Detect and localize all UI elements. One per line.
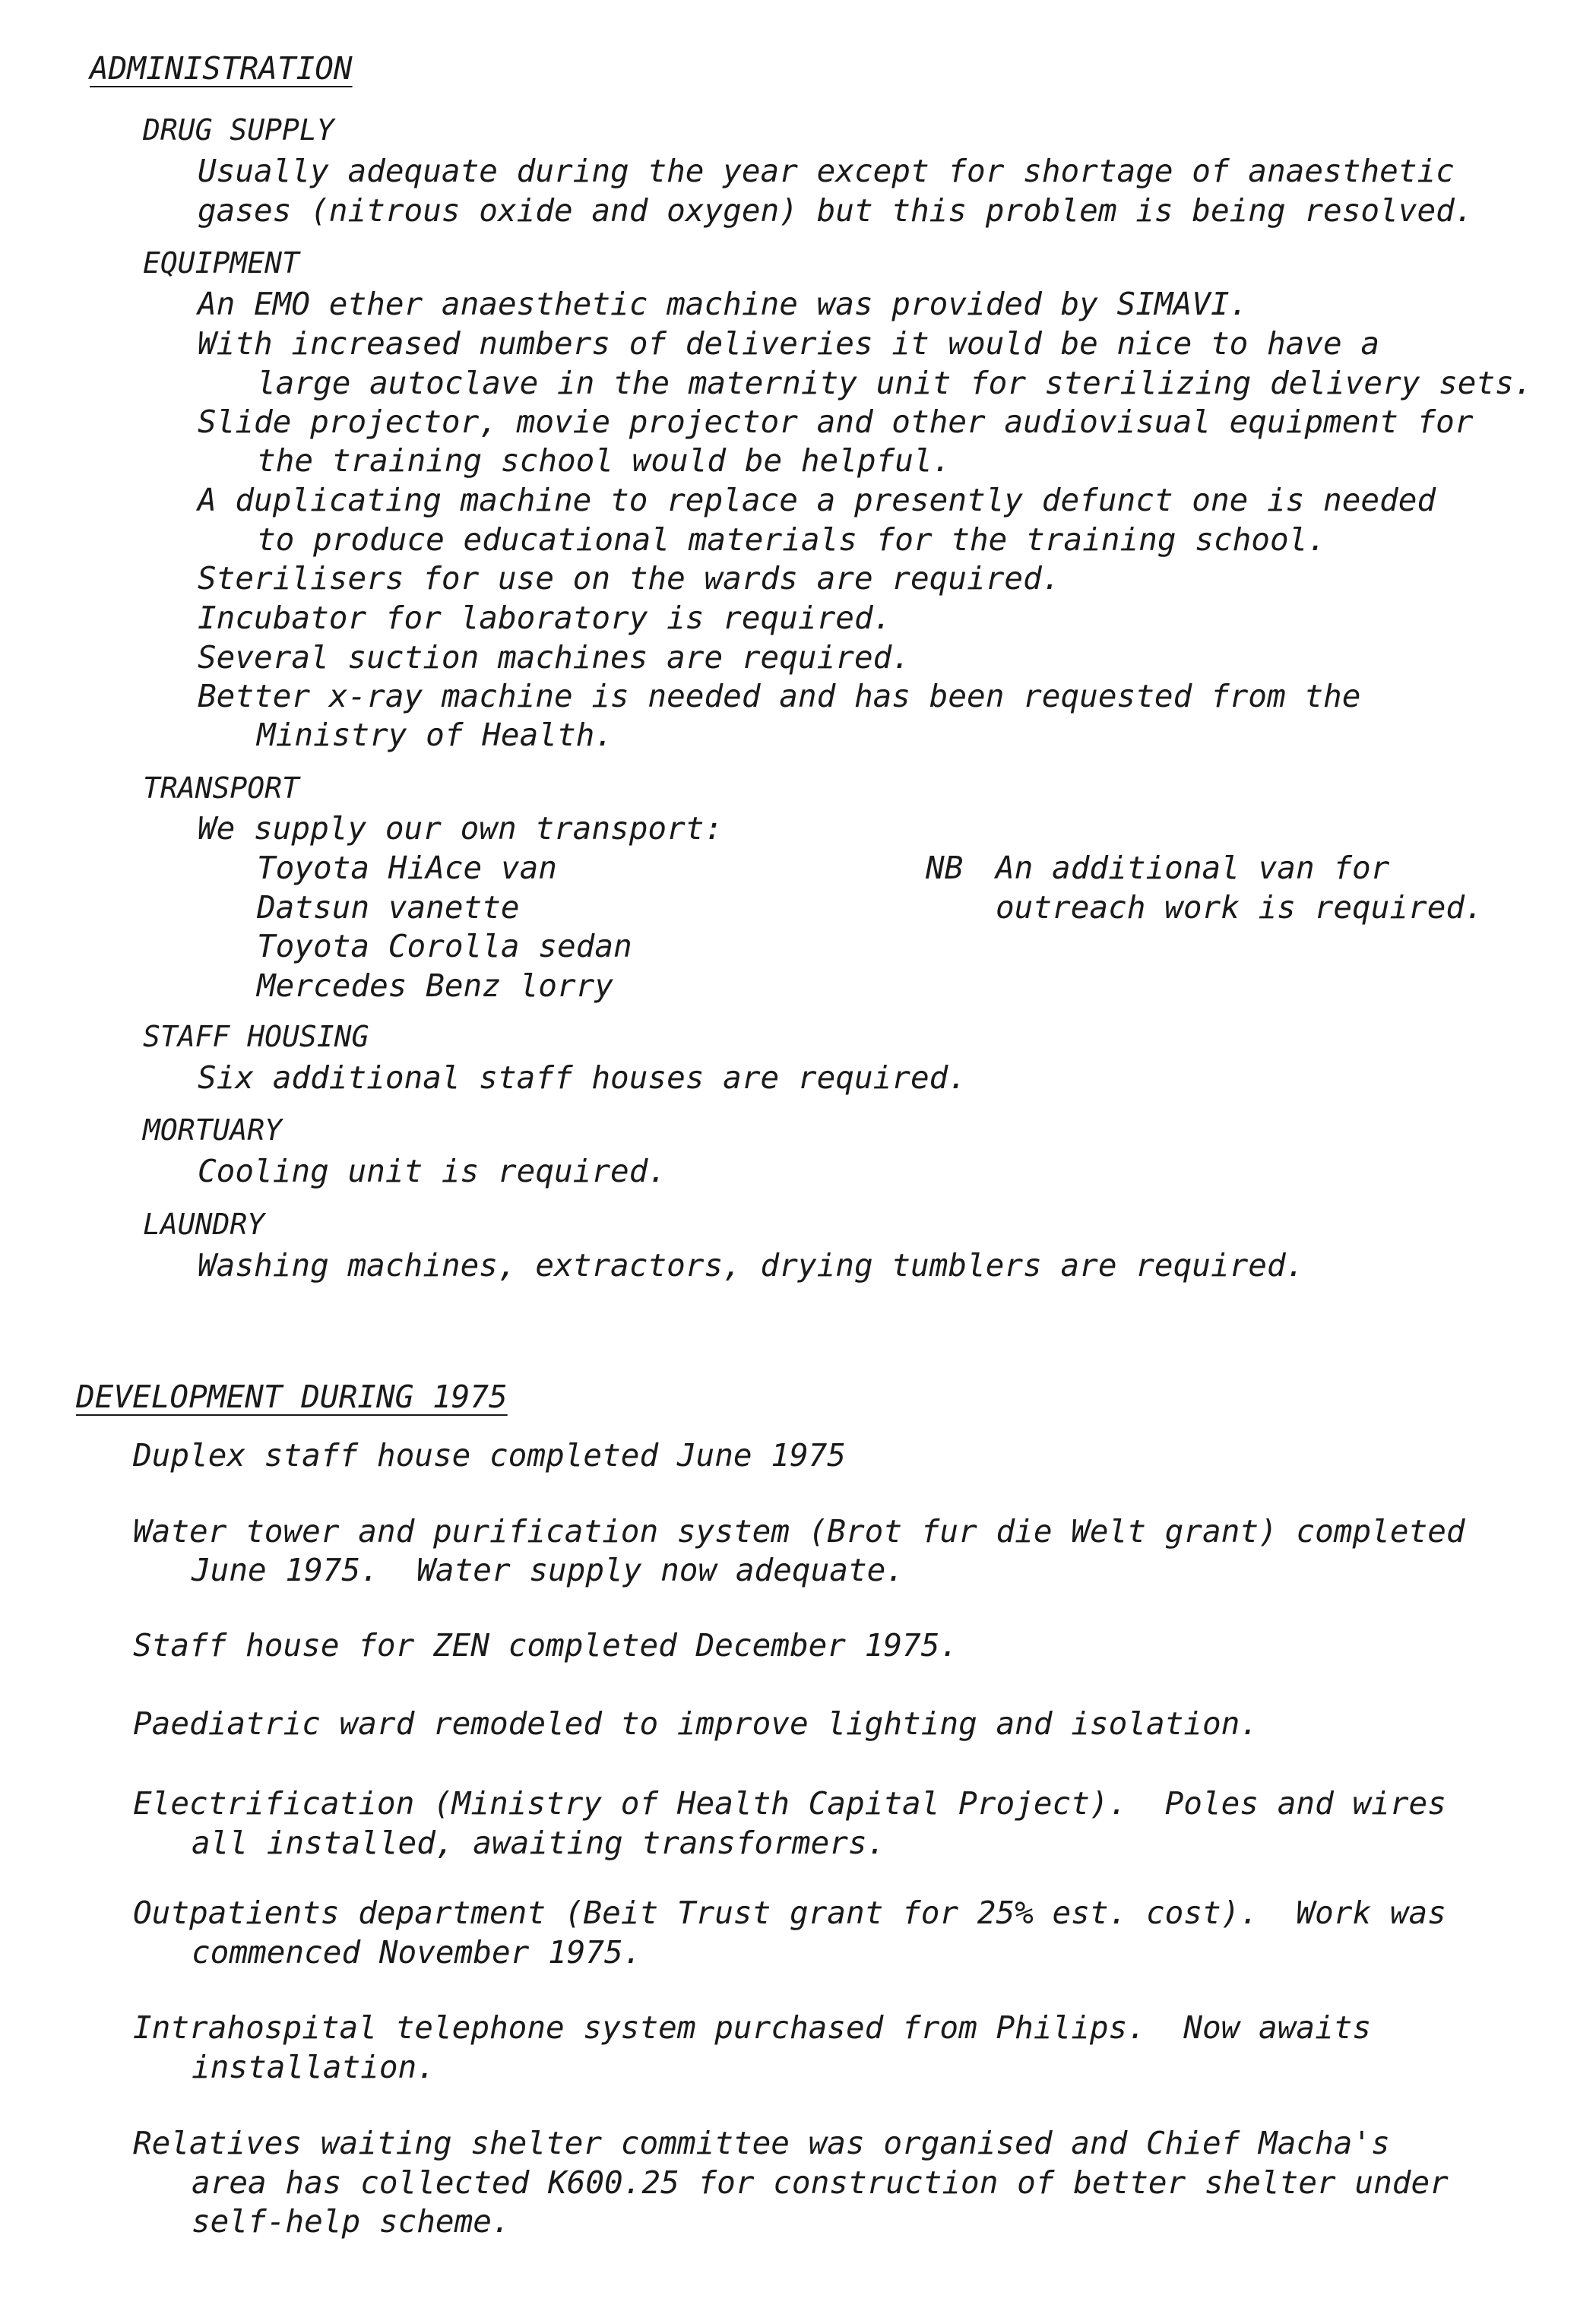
development-item: Water tower and purification system (Brot fur die Welt grant) completed xyxy=(133,1513,1465,1550)
development-item: Relatives waiting shelter committee was organised and Chief Macha's xyxy=(133,2125,1390,2161)
development-item: Electrification (Ministry of Health Capital Project). Poles and wires xyxy=(133,1785,1446,1822)
vehicle-item: Toyota HiAce van xyxy=(257,850,557,886)
text-line: Cooling unit is required. xyxy=(198,1153,667,1189)
text-line: large autoclave in the maternity unit for sterilizing delivery sets. xyxy=(257,365,1533,401)
text-line: An EMO ether anaesthetic machine was provided by SIMAVI. xyxy=(198,286,1249,322)
text-line: Six additional staff houses are required. xyxy=(198,1059,967,1096)
subheading-mortuary: MORTUARY xyxy=(143,1113,283,1147)
development-item: Staff house for ZEN completed December 1975. xyxy=(133,1627,959,1664)
text-line: Usually adequate during the year except for shortage of anaesthetic xyxy=(198,153,1455,189)
text-line: the training school would be helpful. xyxy=(257,442,952,479)
section-heading-administration: ADMINISTRATION xyxy=(90,50,353,87)
development-item: Paediatric ward remodeled to improve lighting and isolation. xyxy=(133,1705,1259,1742)
nb-label: NB xyxy=(926,850,964,886)
text-line: Incubator for laboratory is required. xyxy=(198,600,892,636)
vehicle-item: Mercedes Benz lorry xyxy=(257,967,613,1004)
text-line: Several suction machines are required. xyxy=(198,639,910,676)
text-line: Slide projector, movie projector and other audiovisual equipment for xyxy=(198,404,1474,440)
text-line: Better x-ray machine is needed and has been requested from the xyxy=(198,678,1361,714)
vehicle-item: Toyota Corolla sedan xyxy=(257,928,632,964)
development-item-continued: installation. xyxy=(192,2049,435,2085)
development-item: Intrahospital telephone system purchased from Philips. Now awaits xyxy=(133,2009,1372,2046)
subheading-laundry: LAUNDRY xyxy=(143,1208,265,1241)
development-item-continued: area has collected K600.25 for construction of better shelter under xyxy=(192,2164,1449,2201)
nb-text: outreach work is required. xyxy=(996,889,1484,926)
text-line: gases (nitrous oxide and oxygen) but this problem is being resolved. xyxy=(198,192,1474,229)
subheading-transport: TRANSPORT xyxy=(143,771,299,805)
development-item: Outpatients department (Beit Trust grant for 25% est. cost). Work was xyxy=(133,1895,1446,1931)
vehicle-item: Datsun vanette xyxy=(257,889,520,926)
text-line: to produce educational materials for the training school. xyxy=(257,521,1326,558)
development-item-continued: commenced November 1975. xyxy=(192,1934,642,1971)
text-line: Washing machines, extractors, drying tumblers are required. xyxy=(198,1247,1305,1284)
development-item-continued: June 1975. Water supply now adequate. xyxy=(192,1552,904,1588)
text-line: A duplicating machine to replace a presently defunct one is needed xyxy=(198,482,1436,518)
text-line: With increased numbers of deliveries it would be nice to have a xyxy=(198,325,1380,362)
subheading-drug-supply: DRUG SUPPLY xyxy=(143,113,334,147)
subheading-staff-housing: STAFF HOUSING xyxy=(143,1020,369,1053)
subheading-equipment: EQUIPMENT xyxy=(143,246,299,280)
nb-text: An additional van for xyxy=(996,850,1390,886)
text-line: Sterilisers for use on the wards are required. xyxy=(198,560,1061,597)
development-item: Duplex staff house completed June 1975 xyxy=(133,1437,846,1474)
text-line: We supply our own transport: xyxy=(198,810,724,847)
development-item-continued: all installed, awaiting transformers. xyxy=(192,1825,886,1861)
section-heading-development: DEVELOPMENT DURING 1975 xyxy=(76,1379,508,1415)
development-item-continued: self-help scheme. xyxy=(192,2203,511,2240)
text-line: Ministry of Health. xyxy=(257,717,613,753)
